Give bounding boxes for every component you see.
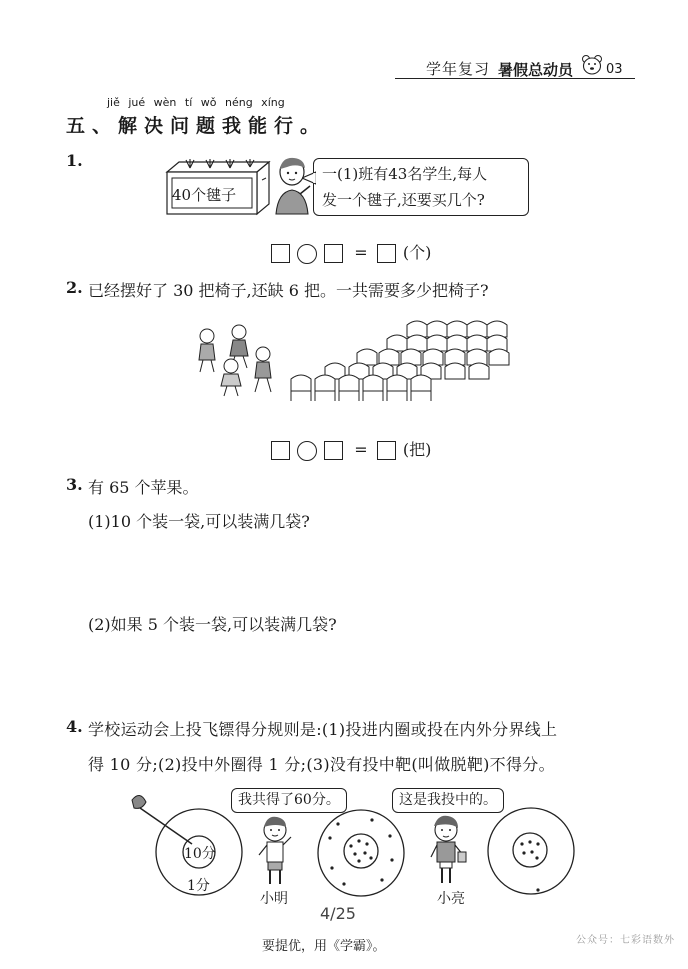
q4-line2: 得 10 分;(2)投中外圈得 1 分;(3)没有投中靶(叫做脱靶)不得分。 <box>88 755 555 774</box>
q3-part2: (2)如果 5 个装一袋,可以装满几袋? <box>88 615 337 634</box>
xiaoliang-target <box>486 806 576 896</box>
xiaoliang-figure <box>426 812 470 890</box>
watermark: 公众号：七彩语数外 <box>576 935 675 946</box>
answer-box[interactable] <box>324 441 343 460</box>
answer-box[interactable] <box>377 244 396 263</box>
xiaoming-figure <box>255 812 295 890</box>
header-page-code: 03 <box>606 62 623 77</box>
q1-number: 1. <box>66 151 83 170</box>
bubble-tail <box>302 170 316 186</box>
xiaoliang-name: 小亮 <box>437 891 465 907</box>
speech-line-1: 一(1)班有43名学生,每人 <box>322 165 488 183</box>
answer-box[interactable] <box>271 441 290 460</box>
q4-line1: 学校运动会上投飞镖得分规则是:(1)投进内圈或投在内外分界线上 <box>88 720 558 739</box>
bear-mascot-icon <box>580 52 604 78</box>
boy-speaking-illustration <box>270 156 316 216</box>
footer-slogan: 要提优，用《学霸》。 <box>262 939 386 954</box>
equals-sign: = <box>354 440 368 459</box>
inner-circle-label: 10分 <box>184 846 216 862</box>
q2-number: 2. <box>66 278 83 297</box>
equals-sign: = <box>354 243 368 262</box>
header-title: 暑假总动员 <box>498 61 574 79</box>
page-number: 4/25 <box>320 904 356 923</box>
answer-box[interactable] <box>377 441 396 460</box>
answer-box[interactable] <box>271 244 290 263</box>
q1-equation <box>271 240 433 264</box>
section-title: 五、解决问题我能行。 <box>66 115 327 137</box>
q2-text: 已经摆好了 30 把椅子,还缺 6 把。一共需要多少把椅子? <box>88 281 489 300</box>
operator-circle[interactable] <box>297 244 317 264</box>
header-subtitle: 学年复习 <box>426 60 491 78</box>
unit-label: (个) <box>402 243 432 262</box>
chairs-illustration <box>287 317 519 407</box>
q3-part1: (1)10 个装一袋,可以装满几袋? <box>88 512 310 531</box>
box-label: 40个毽子 <box>172 186 237 204</box>
section-pinyin: jiě jué wèn tí wǒ néng xíng <box>107 96 285 109</box>
q4-number: 4. <box>66 717 83 736</box>
unit-label: (把) <box>402 440 432 459</box>
q3-number: 3. <box>66 475 83 494</box>
q2-equation <box>271 437 433 461</box>
xiaoming-target <box>316 808 406 898</box>
q3-text: 有 65 个苹果。 <box>88 478 199 497</box>
xiaoliang-bubble: 这是我投中的。 <box>392 788 504 813</box>
children-illustration <box>193 322 285 402</box>
answer-box[interactable] <box>324 244 343 263</box>
xiaoming-name: 小明 <box>260 891 288 907</box>
xiaoming-bubble: 我共得了60分。 <box>231 788 347 813</box>
operator-circle[interactable] <box>297 441 317 461</box>
speech-line-2: 发一个毽子,还要买几个? <box>322 191 485 209</box>
outer-circle-label: 1分 <box>187 878 210 894</box>
q1-speech-bubble <box>313 158 529 216</box>
